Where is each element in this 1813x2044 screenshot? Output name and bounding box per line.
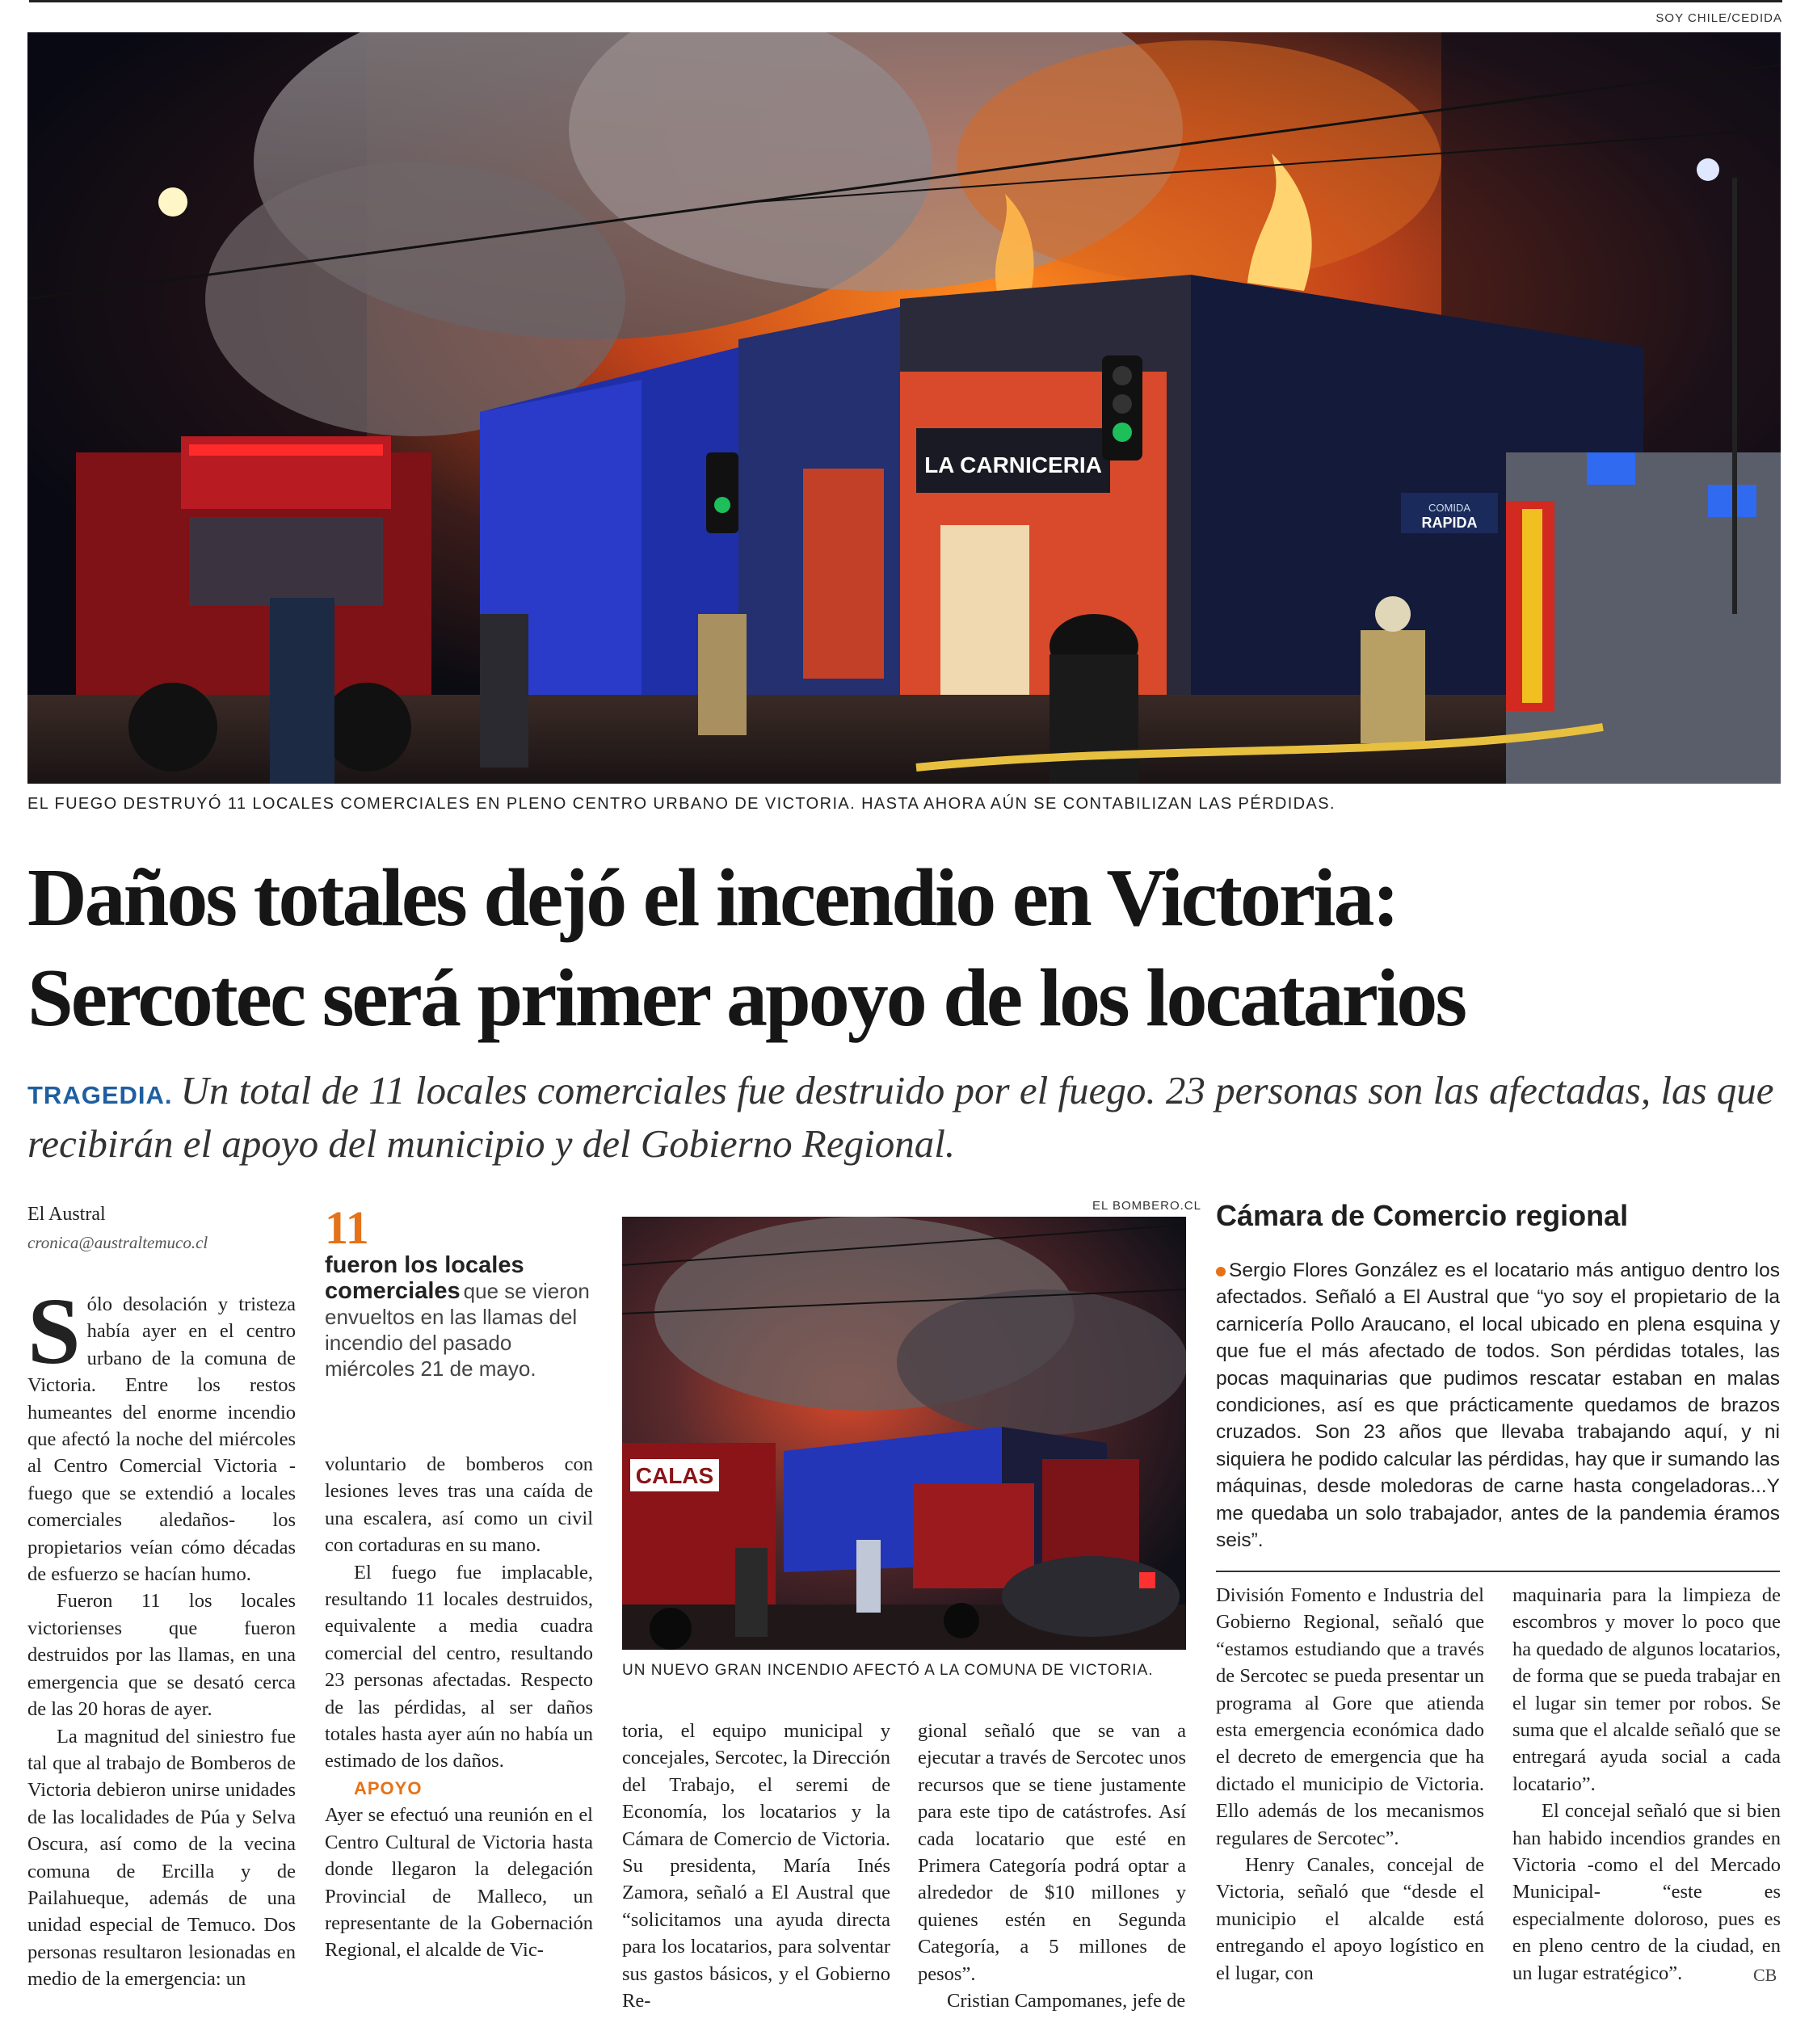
col2-paragraph-3: Ayer se efectuó una reunión en el Centro Cultural de Victoria hasta donde llegaron la delegación Provincial de Malleco, un representante de la Gobernación Regional, el alcalde de Vic- [325,1804,593,1962]
column-5 [1216,1582,1484,1987]
mid-photo-credit: EL BOMBERO.CL [1092,1199,1201,1213]
col1-paragraph-1: ólo desolación y tristeza había ayer en el centro urbano de la comuna de Victoria. Entre los restos humeantes del enorme incendio que afectó la noche del miércoles al Centro Comercial Victoria -fuego que se extendió a locales comerciales aledaños- los propietarios veían cómo décadas de esfuerzo se hacían humo. [27,1293,296,1586]
col5-paragraph-1: División Fomento e Industria del Gobierno Regional, señaló que “estamos estudiando que a través de Sercotec se pueda presentar un programa al Gore que atienda esta emergencia económica dado el decreto de emergencia que ha dictado el municipio de Victoria. Ello además de los mecanismos regulares de Sercotec”. [1216,1584,1484,1849]
col4-paragraph-1: gional señaló que se van a ejecutar a través de Sercotec unos recursos que se tiene justamente para este tipo de catástrofes. Así cada locatario que esté en Primera Categoría podrá optar a alrededor de $10 millones y quienes estén en Segunda Categoría, a 5 millones de pesos”. [918,1720,1186,1985]
column-2 [325,1451,593,1964]
box-divider [1216,1571,1780,1572]
mid-photo-caption: UN NUEVO GRAN INCENDIO AFECTÓ A LA COMUNA DE VICTORIA. [622,1662,1154,1679]
box-text: Sergio Flores González es el locatario más antiguo dentro los afectados. Señaló a El Austral que “yo soy el propietario de la carnicería Pollo Araucano, el local ubicado en plena esquina y que fue el más afectado de todos. Son pérdidas totales, las pocas maquinarias que pudimos rescatar estaban en malas condiciones, así es que prácticamente quedamos de brazos cruzados. Son 23 años que llevaba trabajando aquí, y ni siquiera he podido calcular las pérdidas, hay que ir sumando las máquinas, desde moledoras de carne hasta congeladoras...Y me quedaba un solo trabajador, antes de la pandemia éramos seis”. [1216,1260,1780,1552]
col6-paragraph-1: maquinaria para la limpieza de escombros y mover lo poco que ha quedado de algunos locatarios, de forma que se pueda trabajar en el lugar sin temer por robos. Se suma que el alcalde señaló que se entregará ayuda social a cada locatario”. [1512,1584,1781,1795]
column-1 [27,1278,296,1993]
fact-lead: fueron los locales comerciales [325,1252,524,1304]
col1-paragraph-2: Fueron 11 los locales victorienses que fueron destruidos por las llamas, en una emergencia que se desató cerca de las 20 horas de ayer. [27,1590,296,1721]
byline-author: El Austral [27,1204,106,1225]
fire-scene-illustration [27,32,1781,784]
column-3 [622,1718,890,2014]
col3-paragraph-1: toria, el equipo municipal y concejales, Sercotec, la Dirección del Trabajo, el seremi de Economía, los locatarios y la Cámara de Comercio de Victoria. Su presidenta, María Inés Zamora, señaló a El Austral que “solicitamos una ayuda directa para los locatarios, para solventar sus gastos básicos, y el Gobierno Re- [622,1720,890,2012]
col4-paragraph-2: Cristian Campomanes, jefe de [947,1990,1186,2012]
col1-paragraph-3: La magnitud del siniestro fue tal que al trabajo de Bomberos de Victoria debieron unirse unidades de las localidades de Púa y Selva Oscura, así como de la vecina comuna de Ercilla y de Pailahueque, además de una unidad especial de Temuco. Dos personas resultaron lesionadas en medio de la emergencia: un [27,1725,296,1991]
box-title: Cámara de Comercio regional [1216,1199,1629,1232]
carniceria-sign: LA CARNICERIA [924,452,1102,477]
bullet-dot-icon [1216,1267,1226,1276]
col2-paragraph-1: voluntario de bomberos con lesiones leves tras una caída de una escalera, así como un civil con cortaduras en su mano. [325,1453,593,1557]
dropcap: S [27,1278,81,1384]
headline [27,848,1789,1049]
deck-kicker: TRAGEDIA. [27,1081,173,1109]
fact-box [325,1201,591,1382]
column-6 [1512,1582,1781,1987]
end-mark: CB [1753,1965,1777,1985]
top-photo-credit: SOY CHILE/CEDIDA [1655,11,1782,25]
column-4 [918,1718,1186,2014]
fact-number: 11 [325,1201,369,1254]
col2-paragraph-2: El fuego fue implacable, resultando 11 locales destruidos, equivalente a media cuadra comercial del centro, resultando 23 personas afectadas. Respecto de las pérdidas, al ser daños totales hasta ayer aún no había un estimado de los daños. [325,1561,593,1773]
top-rule [29,0,1782,2]
fire-trucks-illustration [622,1217,1186,1650]
truck-label: CALAS [635,1463,714,1488]
headline-line-1: Daños totales dejó el incendio en Victoria: [27,852,1398,944]
top-photo-caption: EL FUEGO DESTRUYÓ 11 LOCALES COMERCIALES EN PLENO CENTRO URBANO DE VICTORIA. HASTA AHORA AÚN SE CONTABILIZAN LAS PÉRDIDAS. [27,795,1336,813]
byline-email: cronica@australtemuco.cl [27,1233,208,1252]
fact-rest: que se vieron envueltos en las llamas del incendio del pasado miércoles 21 de mayo. [325,1279,590,1381]
headline-line-2: Sercotec será primer apoyo de los locatarios [27,953,1466,1044]
col2-subhead: APOYO [354,1777,423,1798]
mid-photo [622,1217,1186,1650]
col6-paragraph-2: El concejal señaló que si bien han habido incendios grandes en Victoria -como el del Mercado Municipal- “este es especialmente doloroso, pues es en pleno centro de la ciudad, en un lugar estratégico”. [1512,1800,1781,1984]
comida-sign: COMIDA [1428,502,1470,514]
box-text-block [1216,1257,1780,1554]
deck-text: Un total de 11 locales comerciales fue destruido por el fuego. 23 personas son las afectadas, las que recibirán el apoyo del municipio y del Gobierno Regional. [27,1068,1774,1166]
rapida-sign: RAPIDA [1421,515,1478,531]
top-photo [27,32,1781,784]
col5-paragraph-2: Henry Canales, concejal de Victoria, señaló que “desde el municipio el alcalde está entregando el apoyo logístico en el lugar, con [1216,1854,1484,1984]
deck [27,1066,1781,1168]
